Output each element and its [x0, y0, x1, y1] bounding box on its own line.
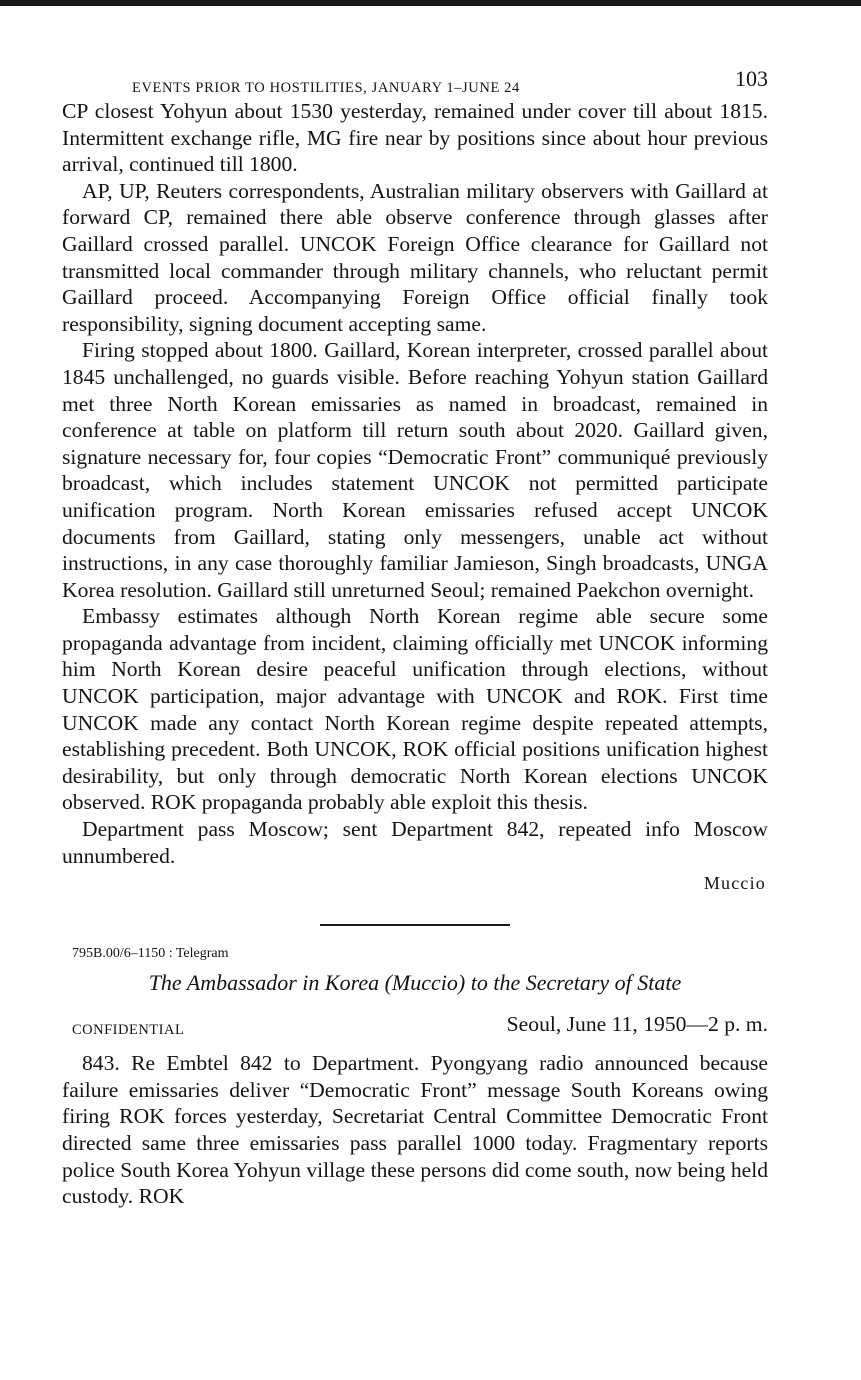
- paragraph: 843. Re Embtel 842 to Department. Pyongyang radio announced because failure emissaries deliver “Democratic Front” message South Koreans owing firing ROK forces yesterday, Secretariat Central Committee Democratic Front directed same three emissaries pass parallel 1000 today. Fragmentary reports police South Korea Yohyun village these persons did come south, now being held custody. ROK: [62, 1051, 768, 1209]
- section-divider: [320, 924, 510, 926]
- running-header: [62, 58, 768, 98]
- document-title: The Ambassador in Korea (Muccio) to the Secretary of State: [148, 970, 682, 996]
- telegram-body: [62, 1050, 768, 1210]
- paragraph: Department pass Moscow; sent Department 842, repeated info Moscow unnumbered.: [62, 817, 768, 868]
- running-title: EVENTS PRIOR TO HOSTILITIES, JANUARY 1–JUNE 24: [132, 80, 520, 96]
- dateline: Seoul, June 11, 1950—2 p. m.: [506, 1012, 768, 1037]
- paragraph: Embassy estimates although North Korean regime able secure some propaganda advantage from incident, claiming officially met UNCOK informing him North Korean desire peaceful unification through elections, without UNCOK participation, major advantage with UNCOK and ROK. First time UNCOK made any contact North Korean regime despite repeated attempts, establishing precedent. Both UNCOK, ROK official positions unification highest desirability, but only through democratic North Korean elections UNCOK observed. ROK propaganda probably able exploit this thesis.: [62, 604, 768, 815]
- previous-telegram-body: [62, 98, 768, 869]
- paragraph: AP, UP, Reuters correspondents, Australian military observers with Gaillard at forward CP, remained there able observe conference through glasses after Gaillard crossed parallel. UNCOK Foreign Office clearance for Gaillard not transmitted local commander through military channels, who reluctant permit Gaillard proceed. Accompanying Foreign Office official finally took responsibility, signing document accepting same.: [62, 178, 768, 336]
- classification-label: CONFIDENTIAL: [72, 1022, 185, 1039]
- file-reference: 795B.00/6–1150 : Telegram: [72, 946, 229, 962]
- document-page: [62, 58, 768, 1210]
- paragraph: CP closest Yohyun about 1530 yesterday, remained under cover till about 1815. Intermittent exchange rifle, MG fire near by positions since about hour previous arrival, continued till 1800.: [62, 99, 768, 177]
- signature: Muccio: [703, 873, 766, 894]
- telegram-meta: [62, 1010, 768, 1046]
- page-top-edge: [0, 0, 861, 6]
- page-number: 103: [735, 66, 768, 91]
- paragraph: Firing stopped about 1800. Gaillard, Korean interpreter, crossed parallel about 1845 unchallenged, no guards visible. Before reaching Yohyun station Gaillard met three North Korean emissaries as named in broadcast, remained in conference at table on platform till return south about 2020. Gaillard given, signature necessary for, four copies “Democratic Front” communiqué previously broadcast, which includes statement UNCOK not permitted participate unification program. North Korean emissaries refused accept UNCOK documents from Gaillard, stating only messengers, unable act without instructions, in any case thoroughly familiar Jamieson, Singh broadcasts, UNGA Korea resolution. Gaillard still unreturned Seoul; remained Paekchon overnight.: [62, 338, 768, 602]
